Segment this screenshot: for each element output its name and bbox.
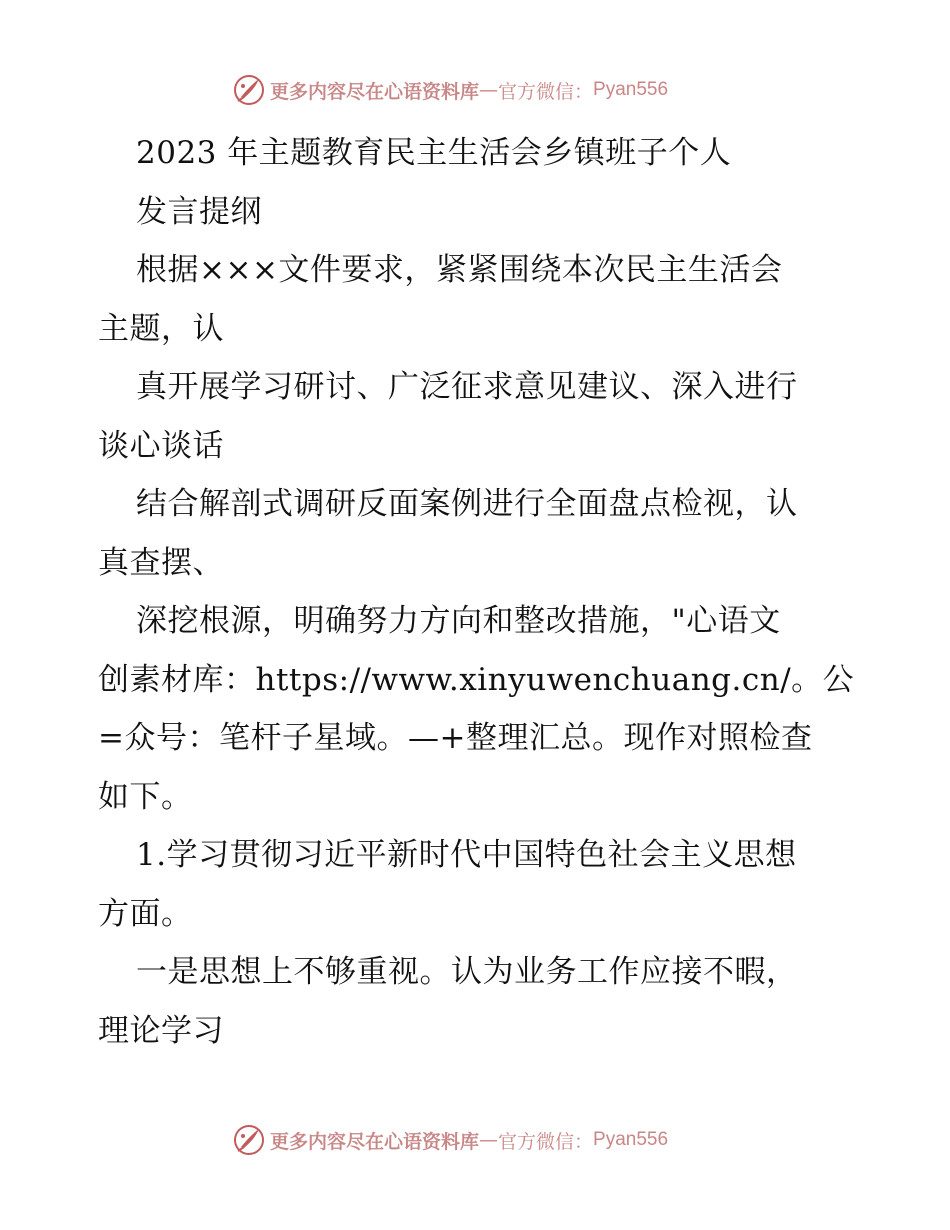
document-body — [98, 124, 858, 1060]
doc-line: 主题，认 — [98, 310, 224, 347]
doc-line: =众号：笔杆子星域。—+整理汇总。现作对照检查 — [98, 720, 813, 756]
banner-wechat-label: 官方微信： — [498, 80, 594, 103]
header-watermark-banner — [232, 72, 668, 108]
quill-pen-logo-icon — [232, 1123, 266, 1157]
footer-watermark-banner — [232, 1122, 668, 1158]
quill-pen-logo-icon — [232, 73, 266, 107]
doc-line: 真查摆、 — [98, 544, 224, 581]
banner-wechat-id: Pyan556 — [593, 1129, 669, 1150]
banner-wechat-id: Pyan556 — [593, 79, 669, 100]
doc-line: 一是思想上不够重视。认为业务工作应接不暇， — [136, 954, 798, 990]
doc-line: 根据×××文件要求，紧紧围绕本次民主生活会 — [136, 252, 783, 288]
banner-main-text: 更多内容尽在心语资料库 — [270, 80, 480, 103]
doc-line: 2023 年主题教育民主生活会乡镇班子个人 — [136, 135, 732, 171]
doc-line: 谈心谈话 — [98, 427, 224, 464]
doc-line: 真开展学习研讨、广泛征求意见建议、深入进行 — [136, 369, 798, 405]
doc-line: 1.学习贯彻习近平新时代中国特色社会主义思想 — [136, 837, 797, 873]
banner-dash: — — [479, 79, 499, 101]
doc-line: 创素材库：https://www.xinyuwenchuang.cn/。公 — [98, 661, 855, 698]
doc-line: 方面。 — [98, 895, 193, 932]
doc-line: 深挖根源，明确努力方向和整改措施，"心语文 — [136, 603, 781, 639]
doc-line: 发言提纲 — [136, 193, 262, 230]
doc-line: 结合解剖式调研反面案例进行全面盘点检视，认 — [136, 486, 798, 522]
doc-line: 如下。 — [98, 778, 193, 815]
banner-wechat-label: 官方微信： — [498, 1130, 594, 1153]
doc-line: 理论学习 — [98, 1012, 224, 1049]
banner-main-text: 更多内容尽在心语资料库 — [270, 1130, 480, 1153]
banner-dash: — — [479, 1129, 499, 1151]
